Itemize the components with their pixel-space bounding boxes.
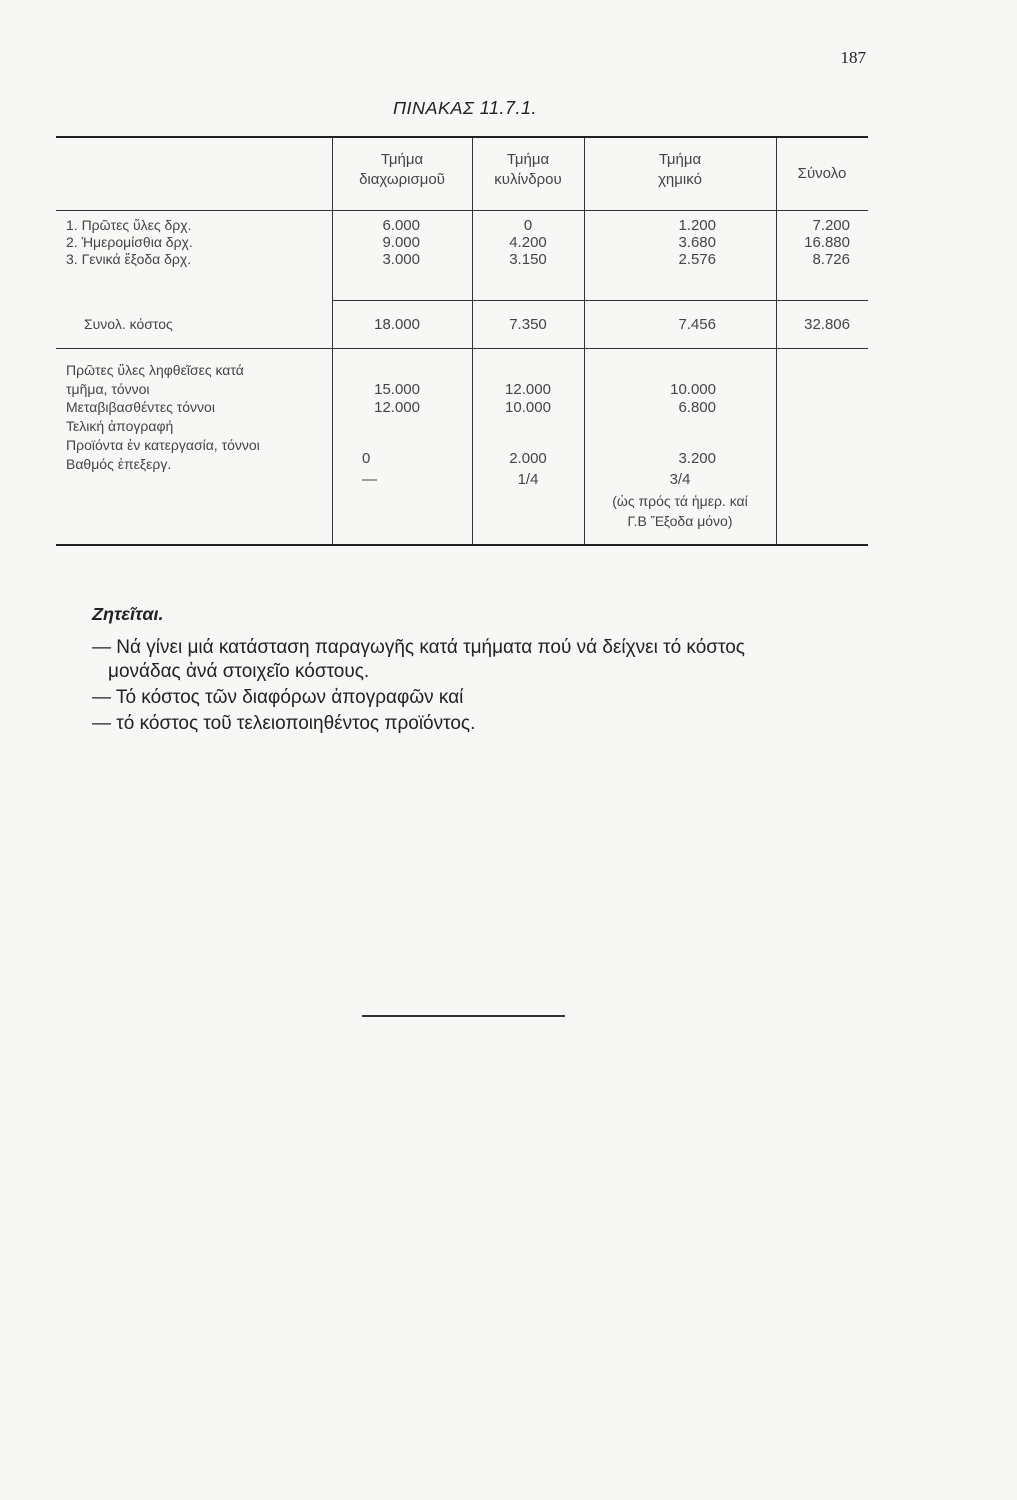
- overheads-chemical: 2.576: [678, 251, 716, 268]
- raw-materials-separation: 6.000: [382, 217, 420, 234]
- overheads-total: 8.726: [812, 251, 850, 268]
- total-cost-total: 32.806: [804, 316, 850, 333]
- row-label-raw-materials: 1. Πρῶτες ὕλες δρχ.: [66, 217, 192, 233]
- qty-label-degree: Βαθμός ἐπεξεργ.: [66, 456, 172, 472]
- header-separation-line2: διαχωρισμοῦ: [359, 171, 445, 188]
- raw-materials-chemical: 1.200: [678, 217, 716, 234]
- header-cylinder-line1: Τμήμα: [506, 151, 550, 168]
- overheads-cylinder: 3.150: [509, 251, 547, 268]
- received-chemical: 10.000: [670, 381, 716, 398]
- header-total: Σύνολο: [797, 165, 847, 182]
- degree-cylinder: 1/4: [517, 471, 539, 488]
- total-cost-cylinder: 7.350: [509, 316, 547, 333]
- received-cylinder: 12.000: [505, 381, 551, 398]
- degree-note-line1: (ὡς πρός τά ἡμερ. καί: [612, 493, 748, 509]
- cost-table: [56, 136, 868, 546]
- wages-cylinder: 4.200: [509, 234, 547, 251]
- total-bottom-rule: [56, 348, 868, 349]
- row-label-wages: 2. Ἡμερομίσθια δρχ.: [66, 234, 193, 250]
- total-top-rule: [332, 300, 868, 301]
- degree-note-line2: Γ.Β Ἔξοδα μόνο): [627, 513, 733, 529]
- header-chemical-line2: χημικό: [658, 171, 702, 188]
- header-chemical: [584, 150, 776, 190]
- total-cost-chemical: 7.456: [678, 316, 716, 333]
- qty-label-received-2: τμῆμα, τόννοι: [66, 381, 150, 397]
- in-process-separation: 0: [362, 450, 371, 467]
- table-title: ΠΙΝΑΚΑΣ 11.7.1.: [392, 98, 538, 118]
- qty-label-final-inventory: Τελική ἀπογραφή: [66, 418, 174, 434]
- qty-label-in-process: Προϊόντα ἐν κατεργασία, τόννοι: [66, 437, 260, 453]
- degree-chemical: 3/4: [669, 471, 691, 488]
- header-cylinder: [472, 150, 584, 190]
- row-label-overheads: 3. Γενικά ἔξοδα δρχ.: [66, 251, 192, 267]
- overheads-separation: 3.000: [382, 251, 420, 268]
- qty-label-received-1: Πρῶτες ὕλες ληφθεῖσες κατά: [66, 362, 244, 378]
- requirements-heading: Ζητεῖται.: [92, 604, 164, 624]
- requirement-line-1: — Νά γίνει μιά κατάσταση παραγωγῆς κατά τμήματα πού νά δείχνει τό κόστος: [92, 637, 745, 658]
- page-number: 187: [840, 48, 866, 67]
- total-cost-label: Συνολ. κόστος: [84, 316, 173, 332]
- requirement-line-4: — τό κόστος τοῦ τελειοποιηθέντος προϊόντος.: [92, 713, 476, 734]
- raw-materials-total: 7.200: [812, 217, 850, 234]
- in-process-chemical: 3.200: [678, 450, 716, 467]
- closing-rule: [362, 1015, 565, 1017]
- total-cost-separation: 18.000: [374, 316, 420, 333]
- wages-chemical: 3.680: [678, 234, 716, 251]
- wages-total: 16.880: [804, 234, 850, 251]
- col-divider-4: [776, 138, 777, 544]
- degree-note: [584, 491, 776, 531]
- transferred-cylinder: 10.000: [505, 399, 551, 416]
- degree-separation: —: [362, 471, 377, 488]
- header-separation-line1: Τμήμα: [380, 151, 424, 168]
- transferred-chemical: 6.800: [678, 399, 716, 416]
- qty-label-transferred: Μεταβιβασθέντες τόννοι: [66, 399, 215, 415]
- header-cylinder-line2: κυλίνδρου: [494, 171, 562, 188]
- header-chemical-line1: Τμήμα: [658, 151, 702, 168]
- requirement-line-2: μονάδας ἀνά στοιχεῖο κόστους.: [108, 661, 370, 682]
- requirement-line-3: — Τό κόστος τῶν διαφόρων ἀπογραφῶν καί: [92, 687, 464, 708]
- in-process-cylinder: 2.000: [509, 450, 547, 467]
- transferred-separation: 12.000: [374, 399, 420, 416]
- raw-materials-cylinder: 0: [523, 217, 533, 234]
- wages-separation: 9.000: [382, 234, 420, 251]
- header-separation: [332, 150, 472, 190]
- received-separation: 15.000: [374, 381, 420, 398]
- header-rule: [56, 210, 868, 211]
